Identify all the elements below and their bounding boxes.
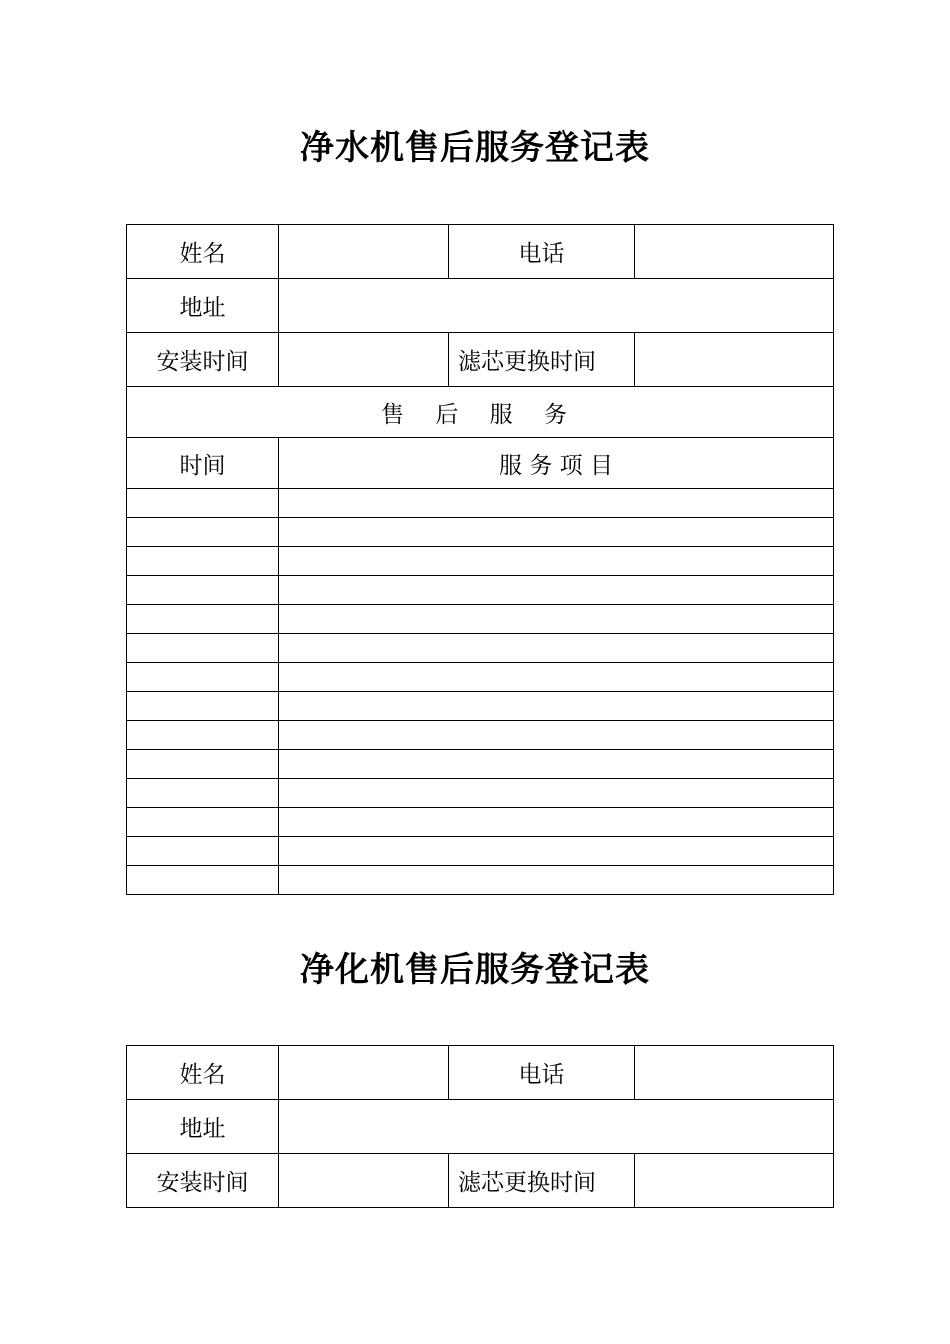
- name-phone-row: [127, 1046, 834, 1100]
- service-item-cell[interactable]: [279, 634, 834, 663]
- service-log-row: [127, 663, 834, 692]
- service-time-cell[interactable]: [127, 866, 279, 895]
- name-field[interactable]: [279, 1046, 449, 1100]
- service-time-cell[interactable]: [127, 489, 279, 518]
- filter-change-label: 滤芯更换时间: [449, 333, 635, 387]
- service-item-column-header: 服 务 项 目: [279, 438, 834, 489]
- time-column-header: 时间: [127, 438, 279, 489]
- service-log-row: [127, 808, 834, 837]
- filter-change-field[interactable]: [635, 1154, 834, 1208]
- service-log-row: [127, 837, 834, 866]
- install-row: [127, 333, 834, 387]
- service-time-cell[interactable]: [127, 518, 279, 547]
- service-item-cell[interactable]: [279, 721, 834, 750]
- section-header-row: [127, 387, 834, 438]
- service-time-cell[interactable]: [127, 750, 279, 779]
- service-item-cell[interactable]: [279, 518, 834, 547]
- service-item-cell[interactable]: [279, 866, 834, 895]
- after-sales-section-header: 售 后 服 务: [127, 387, 834, 438]
- service-time-cell[interactable]: [127, 605, 279, 634]
- phone-field[interactable]: [635, 1046, 834, 1100]
- service-rows: [127, 489, 834, 895]
- service-item-cell[interactable]: [279, 750, 834, 779]
- phone-field[interactable]: [635, 225, 834, 279]
- column-header-row: [127, 438, 834, 489]
- name-field[interactable]: [279, 225, 449, 279]
- name-label: 姓名: [127, 1046, 279, 1100]
- service-item-cell[interactable]: [279, 692, 834, 721]
- install-row: [127, 1154, 834, 1208]
- address-row: [127, 279, 834, 333]
- service-item-cell[interactable]: [279, 576, 834, 605]
- service-item-cell[interactable]: [279, 605, 834, 634]
- phone-label: 电话: [449, 225, 635, 279]
- address-field[interactable]: [279, 279, 834, 333]
- service-log-row: [127, 634, 834, 663]
- water-purifier-service-table: [126, 224, 834, 895]
- address-field[interactable]: [279, 1100, 834, 1154]
- install-time-field[interactable]: [279, 333, 449, 387]
- install-time-label: 安装时间: [127, 333, 279, 387]
- service-log-row: [127, 489, 834, 518]
- service-time-cell[interactable]: [127, 634, 279, 663]
- service-log-row: [127, 547, 834, 576]
- service-log-row: [127, 518, 834, 547]
- service-log-row: [127, 721, 834, 750]
- filter-change-label: 滤芯更换时间: [449, 1154, 635, 1208]
- service-item-cell[interactable]: [279, 663, 834, 692]
- service-item-cell[interactable]: [279, 808, 834, 837]
- service-time-cell[interactable]: [127, 547, 279, 576]
- service-log-row: [127, 750, 834, 779]
- phone-label: 电话: [449, 1046, 635, 1100]
- address-label: 地址: [127, 1100, 279, 1154]
- service-log-row: [127, 779, 834, 808]
- install-time-label: 安装时间: [127, 1154, 279, 1208]
- name-phone-row: [127, 225, 834, 279]
- service-time-cell[interactable]: [127, 692, 279, 721]
- name-label: 姓名: [127, 225, 279, 279]
- address-row: [127, 1100, 834, 1154]
- service-log-row: [127, 866, 834, 895]
- service-item-cell[interactable]: [279, 547, 834, 576]
- service-log-row: [127, 576, 834, 605]
- service-item-cell[interactable]: [279, 489, 834, 518]
- air-purifier-service-table: [126, 1045, 834, 1208]
- air-purifier-form-title: 净化机售后服务登记表: [300, 950, 650, 990]
- service-time-cell[interactable]: [127, 663, 279, 692]
- service-log-row: [127, 692, 834, 721]
- service-log-row: [127, 605, 834, 634]
- service-time-cell[interactable]: [127, 808, 279, 837]
- address-label: 地址: [127, 279, 279, 333]
- filter-change-field[interactable]: [635, 333, 834, 387]
- service-item-cell[interactable]: [279, 779, 834, 808]
- service-time-cell[interactable]: [127, 576, 279, 605]
- service-time-cell[interactable]: [127, 779, 279, 808]
- service-item-cell[interactable]: [279, 837, 834, 866]
- install-time-field[interactable]: [279, 1154, 449, 1208]
- water-purifier-form-title: 净水机售后服务登记表: [300, 128, 650, 168]
- service-time-cell[interactable]: [127, 721, 279, 750]
- service-time-cell[interactable]: [127, 837, 279, 866]
